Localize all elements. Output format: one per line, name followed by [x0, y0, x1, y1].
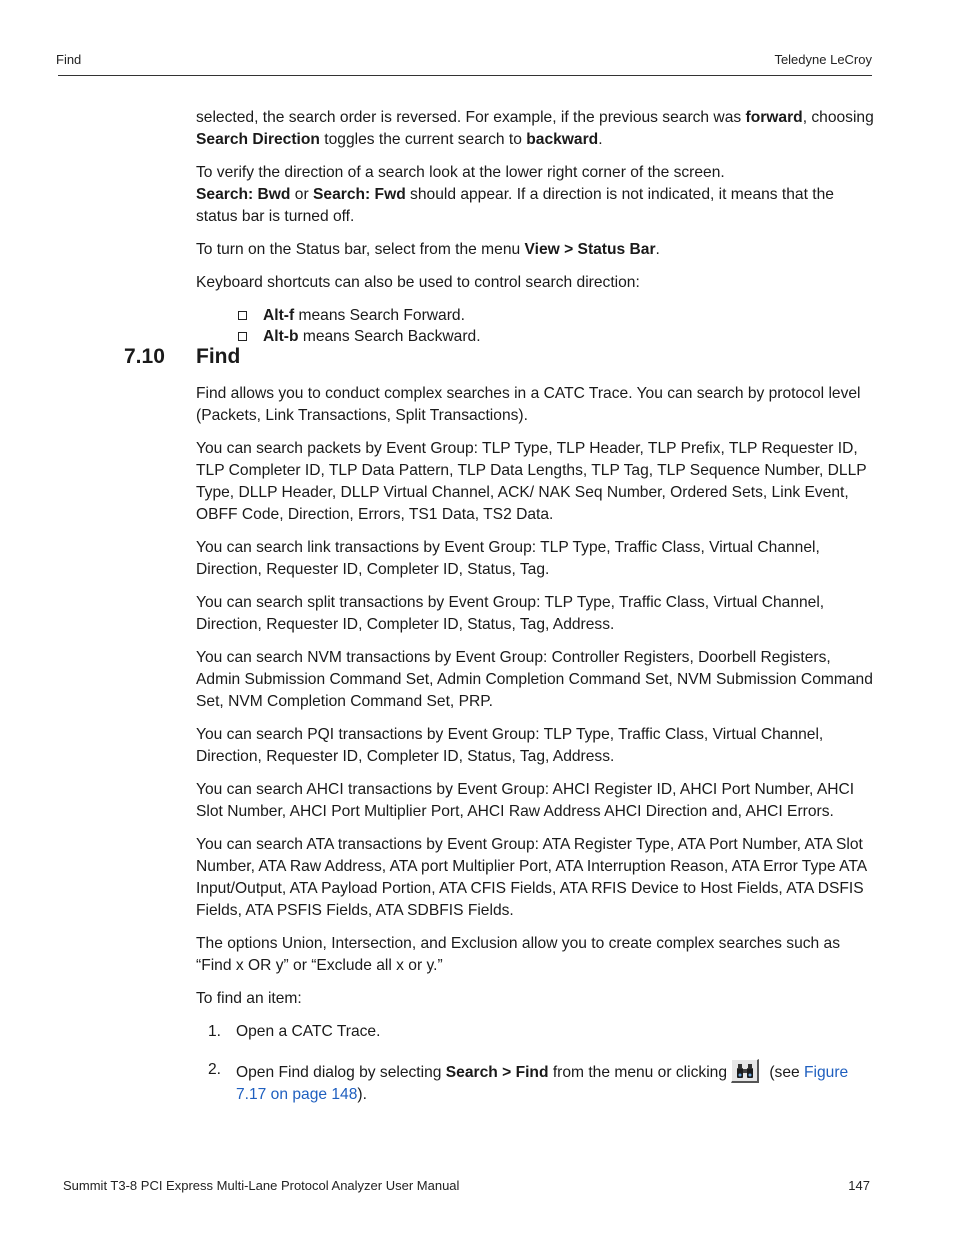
step-item: 1. Open a CATC Trace.	[208, 1023, 381, 1040]
running-header-company: Teledyne LeCroy	[774, 52, 872, 67]
body-paragraph: The options Union, Intersection, and Exclusion allow you to create complex searches such as “Find x OR y” or “Exclude all x or y.”	[196, 935, 841, 974]
intro-paragraph-3: To turn on the Status bar, select from the menu View > Status Bar.	[196, 241, 660, 258]
header-rule	[58, 75, 872, 76]
binoculars-icon	[731, 1059, 759, 1083]
running-header-section: Find	[56, 52, 82, 67]
checkbox-bullet-icon	[238, 311, 247, 320]
find-content	[196, 383, 876, 1122]
intro-paragraph-4: Keyboard shortcuts can also be used to control search direction:	[196, 274, 640, 291]
intro-paragraph-2: To verify the direction of a search look at the lower right corner of the screen. Search: Bwd or Search: Fwd should appear. If a direction is not indicated, it means that the status bar is turned off.	[196, 164, 834, 225]
list-item: Alt-f means Search Forward.	[236, 305, 876, 326]
body-paragraph: You can search PQI transactions by Event Group: TLP Type, Traffic Class, Virtual Channel, Direction, Requester ID, Completer ID, Status, Tag, Address.	[196, 726, 824, 765]
intro-paragraph-1: selected, the search order is reversed. For example, if the previous search was forward, choosing Search Direction toggles the current search to backward.	[196, 109, 874, 148]
body-paragraph: You can search packets by Event Group: TLP Type, TLP Header, TLP Prefix, TLP Requester ID, TLP Completer ID, TLP Data Pattern, TLP Data Lengths, TLP Tag, TLP Sequence Number, DLLP Type, DLLP Header, DLLP Virtual Channel, ACK/ NAK Seq Number, Ordered Sets, Link Event, OBFF Code, Direction, Errors, TS1 Data, TS2 Data.	[196, 440, 867, 523]
body-paragraph: You can search link transactions by Event Group: TLP Type, Traffic Class, Virtual Channel, Direction, Requester ID, Completer ID, Status, Tag.	[196, 539, 820, 578]
figure-link[interactable]: Figure 7.17 on page 148	[236, 1064, 849, 1103]
body-paragraph: You can search AHCI transactions by Event Group: AHCI Register ID, AHCI Port Number, AHCI Slot Number, AHCI Port Multiplier Port, AHCI Raw Address AHCI Direction and, AHCI Errors.	[196, 781, 855, 820]
intro-content	[196, 107, 876, 347]
body-paragraph: You can search split transactions by Event Group: TLP Type, Traffic Class, Virtual Channel, Direction, Requester ID, Completer ID, Status, Tag, Address.	[196, 594, 825, 633]
page-number: 147	[848, 1178, 870, 1193]
checkbox-bullet-icon	[238, 332, 247, 341]
footer-manual-title: Summit T3-8 PCI Express Multi-Lane Protocol Analyzer User Manual	[63, 1178, 460, 1193]
section-title: Find	[196, 345, 241, 368]
shortcut-list	[196, 305, 876, 347]
section-heading	[124, 345, 240, 369]
body-paragraph: To find an item:	[196, 990, 302, 1007]
list-item: Alt-b means Search Backward.	[236, 326, 876, 347]
body-paragraph: You can search ATA transactions by Event Group: ATA Register Type, ATA Port Number, ATA Slot Number, ATA Raw Address, ATA port Multiplier Port, ATA Interruption Reason, ATA Error Type ATA Input/Output, ATA Payload Portion, ATA CFIS Fields, ATA RFIS Device to Host Fields, ATA DSFIS Fields, ATA PSFIS Fields, ATA SDBFIS Fields.	[196, 836, 867, 919]
body-paragraph: Find allows you to conduct complex searches in a CATC Trace. You can search by protocol level (Packets, Link Transactions, Split Transactions).	[196, 385, 861, 424]
step-item: 2. Open Find dialog by selecting Search > Find from the menu or clicking (see Figure 7.17 on page 148).	[208, 1061, 849, 1103]
section-number: 7.10	[124, 345, 165, 368]
body-paragraph: You can search NVM transactions by Event Group: Controller Registers, Doorbell Registers, Admin Submission Command Set, Admin Completion Command Set, NVM Submission Command Set, NVM Completion Command Set, PRP.	[196, 649, 873, 710]
steps-list	[196, 1021, 876, 1106]
